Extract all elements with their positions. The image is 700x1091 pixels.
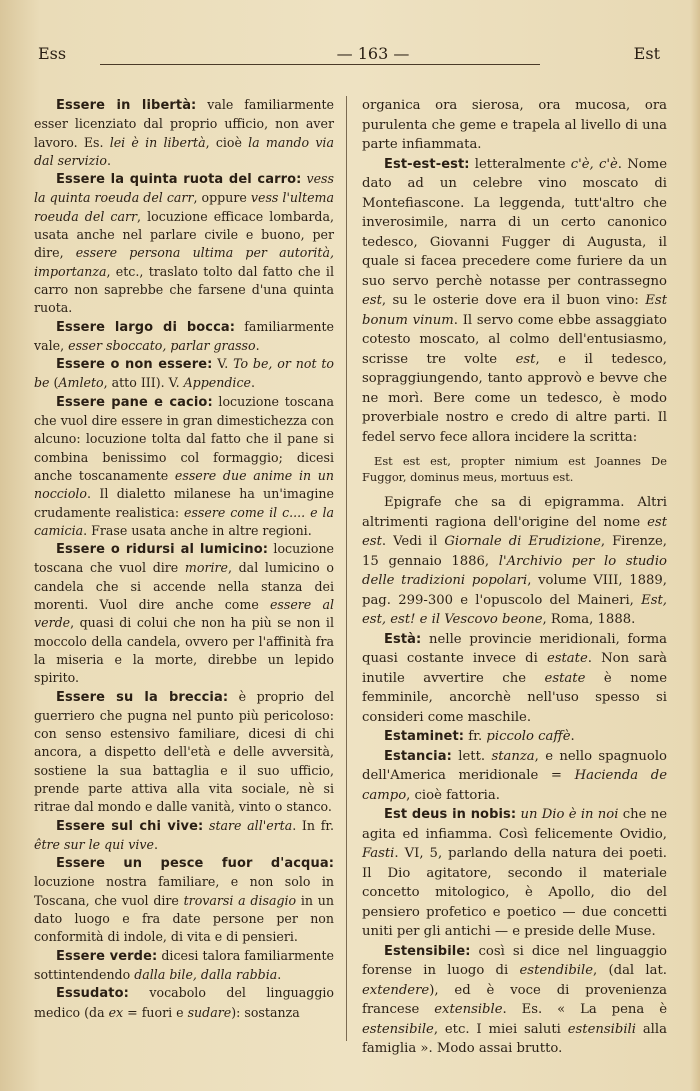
entry-italic-text: sudare [187,1004,232,1020]
entry-text: , (dal lat. [593,963,667,978]
entry-text: . Es. « La pena è [502,1002,667,1017]
entry-italic-text: trovarsi a disagio [183,892,297,908]
entry-headword: Est-est-est: [384,156,470,172]
entry-text: è nome femminile, ancorchè nell'uso spesso si consideri come maschile. [362,670,667,725]
dictionary-entry [34,170,334,317]
entry-italic-text: estate [544,670,586,686]
left-column [34,96,334,1022]
entry-italic-text: Est bonum vinum [362,293,667,328]
entry-text: . [255,337,260,353]
entry-headword: Essere un pesce fuor d'acqua: [56,856,334,872]
dictionary-entry [362,96,667,155]
entry-italic-text: l'Archivio per lo studio delle tradizioni popolari [362,553,667,588]
entry-text: = fuori e [123,1004,188,1020]
entry-text: , oppure [193,190,251,206]
entry-text: vocabolo del linguaggio medico (da [34,985,334,1020]
entry-text: lett. [451,748,492,764]
entry-headword: Essere largo di bocca: [56,319,236,335]
entry-italic-text: Amleto [58,375,104,391]
entry-italic-text: esser sboccato, parlar grasso [68,337,256,353]
entry-italic-text: essere persona ultima per autorità, importanza [34,245,334,279]
entry-text: familiarmente vale, [34,318,334,353]
dictionary-entry [34,540,334,687]
entry-headword: Essere su la breccia: [56,689,229,705]
entry-text: . [106,152,111,168]
entry-text: è proprio del guerriero che pugna nel punto più pericoloso: con senso estensivo familiare, dicesi di chi ancora, a dispetto dell'età e delle avversità, sostiene la sua battaglia e il suo ufficio, prende parte attiva alla vita sociale, nè si ritrae dal mondo e dalle vanità, vinto o stanco. [34,688,334,815]
entry-text: così si dice nel linguaggio forense in luogo di [362,943,667,978]
entry-headword: Essere verde: [56,948,158,964]
entry-headword: Essere pane e cacio: [56,394,213,410]
entry-italic-text: est [515,351,536,367]
entry-text: che ne agita ed infiamma. Così felicemente Ovidio, [362,807,668,842]
entry-headword: Essudato: [56,986,129,1002]
entry-text: . [250,375,255,391]
entry-headword: Estaminet: [384,729,465,744]
dictionary-entry [34,817,334,855]
entry-headword: Est deus in nobis: [384,807,517,822]
dictionary-entry [34,96,334,170]
entry-italic-text: être sur le qui vive [34,836,154,852]
entry-text: . [277,966,282,982]
epigraph-inscription: Est est est, propter nimium est Joannes De Fuggor, dominus meus, mortuus est. [362,454,667,484]
header-rule [100,64,540,65]
entry-text: , etc. I miei saluti [433,1021,568,1037]
entry-text: , cioè fattoria. [406,787,500,803]
right-column-entries-bottom [362,493,667,1059]
entry-italic-text: c'è, c'è [570,156,618,172]
entry-text: fr. [464,729,487,744]
entry-italic-text: un Dio è in noi [520,807,619,822]
entry-italic-text: dalla bile, dalla rabbia [134,966,278,982]
entry-text: , e il tedesco, sopraggiungendo, tanto approvò e bevve che ne morì. Bere come un tedesco, è modo proverbiale nostro e credo di altre parti. Il fedel servo fece allora incidere la scritta: [362,351,667,445]
running-header [38,44,660,64]
entry-text: letteralmente [469,156,571,172]
entry-text: alla famiglia ». Modo assai brutto. [362,1021,667,1056]
entry-italic-text: est [362,293,382,308]
entry-italic-text: ex [108,1004,124,1020]
dictionary-entry [34,984,334,1022]
entry-text: dicesi talora familiarmente sottintendendo [34,947,334,982]
dictionary-entry [362,747,667,806]
entry-headword: Essere la quinta ruota del carro: [56,172,302,188]
entry-italic-text: estendibile [519,963,594,978]
entry-text: . [154,836,159,852]
entry-italic-text: estate [546,651,588,666]
dictionary-entry [34,393,334,540]
entry-text: Epigrafe che sa di epigramma. Altri altrimenti ragiona dell'origine del nome [362,495,667,530]
dictionary-entry [362,493,667,630]
entry-italic-text: To be, or not to be [34,356,334,391]
entry-italic-text: lei è in libertà [109,134,206,150]
dictionary-entry [362,805,667,942]
entry-text: . Non sarà inutile avvertire che [362,651,667,686]
entry-italic-text: piccolo caffè [486,729,571,744]
entry-italic-text: est est [362,514,667,549]
entry-text: nelle provincie meridionali, forma quasi costante invece di [362,631,667,666]
entry-italic-text: essere al verde [34,597,334,631]
header-left-guide-word: Ess [38,44,67,63]
entry-italic-text: la mando via dal servizio [34,134,334,168]
entry-text: , cioè [205,134,249,150]
entry-headword: Essere o non essere: [56,357,213,373]
column-divider [346,96,347,1041]
entry-text: , e nello spagnuolo dell'America meridionale = [362,748,668,783]
entry-text: . Il dialetto milanese ha un'imagine crudamente realistica: [34,486,334,520]
entry-italic-text: extendere [362,982,430,998]
entry-headword: Estancia: [384,748,452,764]
entry-italic-text: extensible [434,1002,503,1017]
entry-text: , atto III). V. [103,375,184,391]
entry-text: . VI, 5, parlando della natura dei poeti. Il Dio agitatore, secondo il materiale concetto mitologico, è Apollo, dio del pensiero profetico e poetico — due concetti uniti per gli antichi — e preside delle Muse. [362,846,667,939]
dictionary-entry [34,318,334,356]
entry-italic-text: Fasti [362,846,395,861]
entry-text: . Vedi il [381,534,445,549]
dictionary-entry [362,155,667,448]
dictionary-entry [34,688,334,817]
entry-text: V. [212,356,234,372]
header-right-guide-word: Est [633,44,660,63]
entry-italic-text: vess l'ultema roeuda del carr [34,190,335,224]
dictionary-entry [34,854,334,946]
entry-text: , quasi di colui che non ha più se non il moccolo della candela, ovvero per l'affinità fra la miseria e la morte, direbbe un lepido spirito. [34,615,334,686]
entry-text: . Nome dato ad un celebre vino moscato di Montefiascone. La leggenda, tutt'altro che inverosimile, narra di un certo canonico tedesco, Giovanni Fugger di Augusta, il quale si facea precedere come furiere da un suo servo perchè notasse per contrassegno [362,156,668,289]
dictionary-entry [362,630,667,728]
entry-text: ), ed è voce di provenienza francese [362,982,667,1017]
entry-text: , Firenze, 15 gennaio 1886, [362,534,667,569]
entry-text: organica ora sierosa, ora mucosa, ora purulenta che geme e trapela al livello di una parte infiammata. [362,98,667,152]
entry-text: . Il servo come ebbe assaggiato cotesto moscato, al colmo dell'entusiasmo, scrisse tre volte [362,312,667,367]
page-number: — 163 — [336,44,410,63]
entry-italic-text: essere due anime in un nocciolo [34,467,334,502]
entry-italic-text: estensibile [362,1021,434,1037]
entry-italic-text: Giornale di Erudizione [444,534,601,549]
entry-italic-text: Hacienda de campo [362,768,667,803]
entry-italic-text: stare all'erta [208,817,293,833]
entry-italic-text: estensibili [567,1021,636,1037]
right-column [362,96,667,1059]
entry-italic-text: morire [184,560,228,576]
entry-text: in un dato luogo e fra date persone per non conformità di indole, di vita e di pensieri. [34,892,334,945]
entry-text: vale familiarmente esser licenziato dal proprio ufficio, non aver lavoro. Es. [34,97,334,150]
right-column-entries-top [362,96,667,447]
entry-text: , etc., traslato tolto dal fatto che il carro non saprebbe che farsene d'una quinta ruota. [34,263,334,316]
entry-text: . In fr. [292,817,334,833]
entry-text: . Frase usata anche in altre regioni. [83,522,312,538]
dictionary-entry [34,947,334,985]
entry-italic-text: vess la quinta roeuda del carr [34,171,334,206]
entry-text: locuzione toscana che vuol dire [34,541,335,576]
entry-text: , Roma, 1888. [542,612,636,627]
entry-headword: Essere in libertà: [56,98,197,113]
entry-headword: Essere o ridursi al lumicino: [56,542,269,558]
entry-italic-text: Est, est, est! e il Vescovo beone [362,592,667,627]
entry-text: , locuzione efficace lombarda, usata anche nel parlare civile e buono, per dire, [34,208,335,261]
dictionary-entry [34,355,334,393]
entry-text: . [570,729,575,744]
entry-italic-text: Appendice [183,375,251,391]
entry-text: , volume VIII, 1889, pag. 299-300 e l'opuscolo del Maineri, [362,573,667,608]
dictionary-entry [362,942,667,1059]
entry-text: ): sostanza [231,1004,300,1020]
entry-headword: Estensibile: [384,943,471,959]
entry-text: , dal lumicino o candela che si accende nella stanza dei morenti. Vuol dire anche come [34,560,334,613]
entry-text: ( [49,375,59,391]
entry-text: , su le osterie dove era il buon vino: [381,293,646,308]
entry-text: locuzione nostra familiare, e non solo in Toscana, che vuol dire [34,874,334,908]
entry-italic-text: stanza [491,748,535,764]
entry-headword: Està: [384,631,422,647]
entry-italic-text: essere come il c.... e la camicia [34,504,334,538]
entry-headword: Essere sul chi vive: [56,818,204,834]
dictionary-entry [362,727,667,747]
entry-text: locuzione toscana che vuol dire essere in gran dimestichezza con alcuno: locuzione tolta dal fatto che il pane si combina benissimo col formaggio; dicesi anche toscanamente [34,393,334,483]
